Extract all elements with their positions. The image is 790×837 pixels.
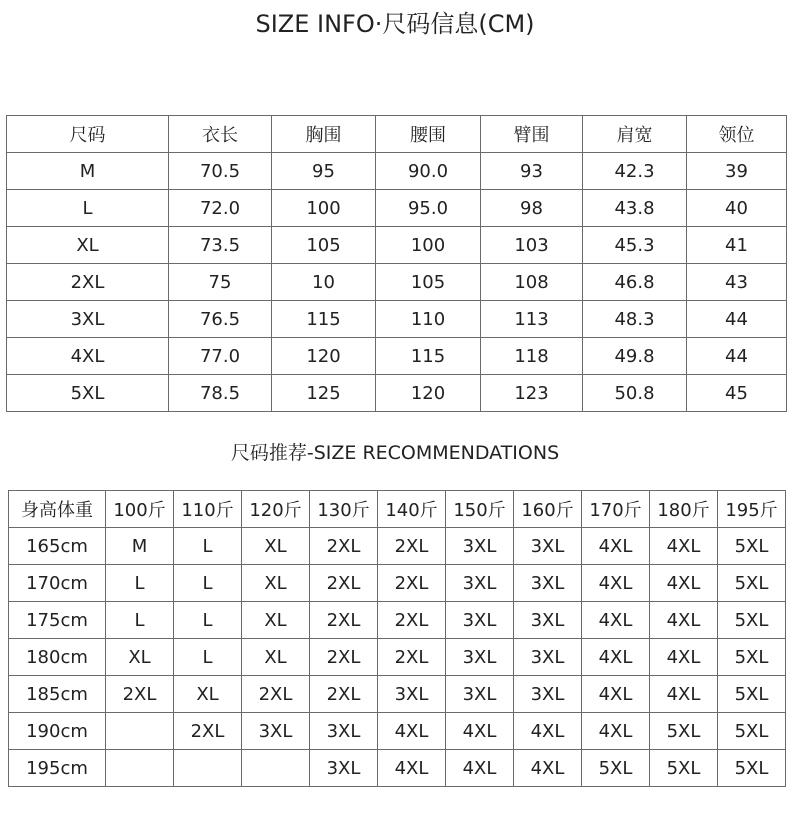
recommendation-cell: L — [174, 565, 242, 602]
recommendation-row — [9, 639, 786, 676]
size-recommendations-title: 尺码推荐-SIZE RECOMMENDATIONS — [230, 442, 560, 464]
recommendation-cell: M — [106, 528, 174, 565]
size-info-cell: 123 — [481, 375, 583, 412]
recommendation-cell: 3XL — [446, 676, 514, 713]
recommendation-header-cell: 140斤 — [378, 491, 446, 528]
recommendation-cell — [242, 750, 310, 787]
size-info-row — [7, 190, 787, 227]
size-info-cell: 78.5 — [169, 375, 272, 412]
size-info-cell: 44 — [687, 301, 787, 338]
recommendation-cell: 4XL — [514, 713, 582, 750]
size-info-cell: 50.8 — [583, 375, 687, 412]
size-info-cell: 105 — [272, 227, 376, 264]
recommendation-cell: 5XL — [718, 565, 786, 602]
recommendation-cell: L — [174, 528, 242, 565]
recommendation-cell: 3XL — [446, 639, 514, 676]
recommendation-cell: 185cm — [9, 676, 106, 713]
size-recommendations-table — [8, 490, 786, 787]
recommendation-cell: 3XL — [514, 676, 582, 713]
recommendation-cell: 180cm — [9, 639, 106, 676]
size-info-cell: 43.8 — [583, 190, 687, 227]
size-info-table — [6, 115, 787, 412]
size-info-cell: 113 — [481, 301, 583, 338]
size-info-cell: 70.5 — [169, 153, 272, 190]
size-info-cell: 108 — [481, 264, 583, 301]
recommendation-cell: L — [106, 565, 174, 602]
size-info-header-cell: 臂围 — [481, 116, 583, 153]
recommendation-cell — [106, 713, 174, 750]
size-info-cell: 40 — [687, 190, 787, 227]
size-info-cell: 115 — [272, 301, 376, 338]
size-info-header-cell: 衣长 — [169, 116, 272, 153]
recommendation-cell: 3XL — [310, 750, 378, 787]
size-info-cell: 10 — [272, 264, 376, 301]
recommendation-cell: 5XL — [718, 639, 786, 676]
size-info-cell: 115 — [376, 338, 481, 375]
recommendation-header-cell: 110斤 — [174, 491, 242, 528]
recommendation-header-cell: 170斤 — [582, 491, 650, 528]
size-info-cell: 77.0 — [169, 338, 272, 375]
size-info-title: SIZE INFO·尺码信息(CM) — [255, 10, 535, 38]
size-info-cell: 44 — [687, 338, 787, 375]
size-info-row — [7, 375, 787, 412]
recommendation-cell: 4XL — [650, 565, 718, 602]
size-info-cell: 2XL — [7, 264, 169, 301]
recommendation-cell: 4XL — [650, 639, 718, 676]
recommendation-row — [9, 528, 786, 565]
size-info-cell: 48.3 — [583, 301, 687, 338]
size-info-cell: 39 — [687, 153, 787, 190]
size-info-cell: 103 — [481, 227, 583, 264]
size-info-cell: 4XL — [7, 338, 169, 375]
size-info-cell: 42.3 — [583, 153, 687, 190]
recommendation-cell: XL — [242, 528, 310, 565]
size-info-cell: 98 — [481, 190, 583, 227]
recommendation-cell: 3XL — [446, 565, 514, 602]
recommendation-cell: 3XL — [446, 602, 514, 639]
recommendation-cell: L — [174, 602, 242, 639]
recommendation-cell: 2XL — [310, 565, 378, 602]
size-info-header-cell: 肩宽 — [583, 116, 687, 153]
recommendation-row — [9, 713, 786, 750]
recommendation-row — [9, 602, 786, 639]
recommendation-cell: 3XL — [446, 528, 514, 565]
size-info-row — [7, 338, 787, 375]
size-info-cell: 100 — [376, 227, 481, 264]
recommendation-cell: 3XL — [242, 713, 310, 750]
recommendation-cell: 170cm — [9, 565, 106, 602]
size-info-row — [7, 153, 787, 190]
size-info-cell: 75 — [169, 264, 272, 301]
recommendation-header-cell: 120斤 — [242, 491, 310, 528]
recommendation-cell: 2XL — [310, 676, 378, 713]
recommendation-cell: 2XL — [378, 639, 446, 676]
size-info-row — [7, 264, 787, 301]
recommendation-cell: 4XL — [650, 676, 718, 713]
recommendation-row — [9, 750, 786, 787]
size-info-cell: 100 — [272, 190, 376, 227]
recommendation-cell: 4XL — [582, 676, 650, 713]
recommendation-cell: 2XL — [242, 676, 310, 713]
recommendation-cell: 2XL — [310, 602, 378, 639]
recommendation-cell: 4XL — [582, 602, 650, 639]
recommendation-cell: 5XL — [582, 750, 650, 787]
recommendation-cell: 4XL — [514, 750, 582, 787]
recommendation-cell: 4XL — [582, 639, 650, 676]
recommendation-cell: 5XL — [718, 713, 786, 750]
recommendation-cell: XL — [242, 565, 310, 602]
size-info-cell: M — [7, 153, 169, 190]
size-info-cell: 118 — [481, 338, 583, 375]
recommendation-cell: 195cm — [9, 750, 106, 787]
recommendation-cell: 4XL — [446, 713, 514, 750]
recommendation-cell: 5XL — [650, 713, 718, 750]
size-info-cell: 73.5 — [169, 227, 272, 264]
recommendation-cell: 190cm — [9, 713, 106, 750]
recommendation-cell: 4XL — [650, 602, 718, 639]
size-info-cell: 120 — [272, 338, 376, 375]
size-info-cell: 45.3 — [583, 227, 687, 264]
recommendation-cell: 4XL — [582, 713, 650, 750]
recommendation-cell: XL — [242, 639, 310, 676]
recommendation-cell: 5XL — [718, 528, 786, 565]
recommendation-cell: 4XL — [582, 528, 650, 565]
size-info-cell: 90.0 — [376, 153, 481, 190]
recommendation-row — [9, 565, 786, 602]
recommendation-header-cell: 130斤 — [310, 491, 378, 528]
recommendation-header-cell: 100斤 — [106, 491, 174, 528]
size-info-cell: 43 — [687, 264, 787, 301]
recommendation-cell: 3XL — [378, 676, 446, 713]
recommendation-header-cell: 180斤 — [650, 491, 718, 528]
size-info-cell: 41 — [687, 227, 787, 264]
recommendation-cell: 2XL — [174, 713, 242, 750]
recommendation-header-cell: 160斤 — [514, 491, 582, 528]
recommendation-cell: L — [174, 639, 242, 676]
size-info-cell: 76.5 — [169, 301, 272, 338]
recommendation-cell: 2XL — [378, 528, 446, 565]
recommendation-cell — [106, 750, 174, 787]
size-info-cell: 125 — [272, 375, 376, 412]
size-info-cell: 93 — [481, 153, 583, 190]
size-info-cell: 95 — [272, 153, 376, 190]
recommendation-cell: 3XL — [310, 713, 378, 750]
recommendation-cell: 165cm — [9, 528, 106, 565]
size-info-header-row — [7, 116, 787, 153]
recommendation-cell: 3XL — [514, 528, 582, 565]
size-info-cell: L — [7, 190, 169, 227]
recommendation-cell: 4XL — [650, 528, 718, 565]
recommendation-cell: XL — [174, 676, 242, 713]
size-info-cell: XL — [7, 227, 169, 264]
recommendation-cell: 4XL — [582, 565, 650, 602]
recommendation-cell: 5XL — [718, 602, 786, 639]
recommendation-header-cell: 150斤 — [446, 491, 514, 528]
size-info-cell: 3XL — [7, 301, 169, 338]
size-info-row — [7, 301, 787, 338]
recommendation-cell: 5XL — [718, 676, 786, 713]
recommendation-cell: 4XL — [378, 750, 446, 787]
size-info-header-cell: 尺码 — [7, 116, 169, 153]
recommendation-cell: 2XL — [378, 602, 446, 639]
recommendation-cell: 5XL — [718, 750, 786, 787]
recommendation-cell — [174, 750, 242, 787]
size-info-header-cell: 腰围 — [376, 116, 481, 153]
size-info-cell: 72.0 — [169, 190, 272, 227]
recommendation-cell: 2XL — [310, 639, 378, 676]
recommendation-cell: 4XL — [378, 713, 446, 750]
recommendation-cell: 2XL — [378, 565, 446, 602]
recommendation-cell: 5XL — [650, 750, 718, 787]
size-info-cell: 120 — [376, 375, 481, 412]
size-info-cell: 5XL — [7, 375, 169, 412]
size-info-row — [7, 227, 787, 264]
recommendation-header-cell: 身高体重 — [9, 491, 106, 528]
recommendation-cell: 4XL — [446, 750, 514, 787]
recommendation-cell: 2XL — [106, 676, 174, 713]
size-info-header-cell: 领位 — [687, 116, 787, 153]
recommendation-cell: 3XL — [514, 602, 582, 639]
recommendation-cell: XL — [242, 602, 310, 639]
recommendation-row — [9, 676, 786, 713]
recommendation-header-row — [9, 491, 786, 528]
recommendation-cell: 2XL — [310, 528, 378, 565]
size-info-cell: 95.0 — [376, 190, 481, 227]
recommendation-cell: XL — [106, 639, 174, 676]
size-info-cell: 105 — [376, 264, 481, 301]
recommendation-cell: L — [106, 602, 174, 639]
recommendation-cell: 3XL — [514, 639, 582, 676]
size-info-cell: 46.8 — [583, 264, 687, 301]
size-info-cell: 45 — [687, 375, 787, 412]
recommendation-cell: 175cm — [9, 602, 106, 639]
recommendation-cell: 3XL — [514, 565, 582, 602]
size-info-header-cell: 胸围 — [272, 116, 376, 153]
size-info-cell: 49.8 — [583, 338, 687, 375]
recommendation-header-cell: 195斤 — [718, 491, 786, 528]
size-info-cell: 110 — [376, 301, 481, 338]
